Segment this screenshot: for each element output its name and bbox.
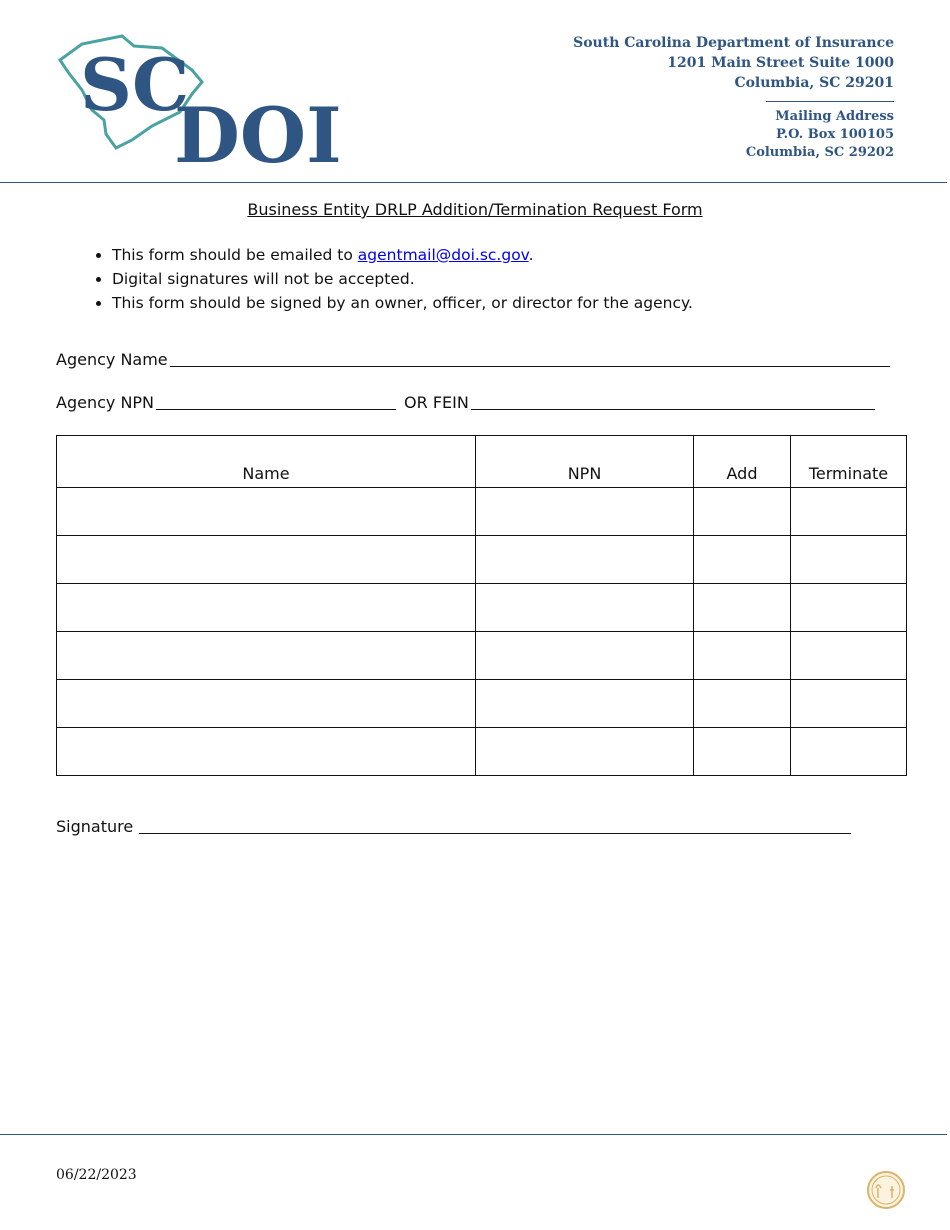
- org-name: South Carolina Department of Insurance: [573, 35, 894, 51]
- instruction-text: This form should be emailed to: [112, 246, 358, 264]
- agency-npn-line[interactable]: [156, 395, 396, 410]
- npn-cell[interactable]: [476, 632, 694, 680]
- signature-label: Signature: [56, 817, 134, 836]
- npn-cell[interactable]: [476, 584, 694, 632]
- name-cell[interactable]: [57, 728, 476, 776]
- producer-table: [56, 435, 907, 776]
- mailing-city: Columbia, SC 29202: [745, 145, 894, 160]
- svg-text:SC: SC: [80, 42, 190, 127]
- svg-text:DOI: DOI: [174, 91, 342, 170]
- footer-rule: [0, 1134, 947, 1135]
- table-row: [57, 536, 907, 584]
- npn-cell[interactable]: [476, 488, 694, 536]
- address-block: [573, 33, 894, 162]
- table-row: [57, 488, 907, 536]
- fein-label: OR FEIN: [404, 393, 469, 412]
- signature-field[interactable]: [56, 817, 855, 836]
- fein-line[interactable]: [471, 395, 875, 410]
- table-row: [57, 584, 907, 632]
- terminate-cell[interactable]: [791, 728, 907, 776]
- npn-cell[interactable]: [476, 728, 694, 776]
- add-cell[interactable]: [694, 632, 791, 680]
- terminate-cell[interactable]: [791, 488, 907, 536]
- table-row: [57, 680, 907, 728]
- agency-name-line[interactable]: [170, 352, 890, 367]
- name-cell[interactable]: [57, 680, 476, 728]
- npn-cell[interactable]: [476, 536, 694, 584]
- col-name: Name: [57, 436, 476, 488]
- agency-npn-label: Agency NPN: [56, 393, 155, 412]
- instructions-list: [82, 243, 693, 315]
- agency-name-field[interactable]: [56, 350, 894, 369]
- instruction-text: .: [528, 246, 534, 264]
- state-seal-icon: [866, 1170, 906, 1210]
- name-cell[interactable]: [57, 632, 476, 680]
- agency-name-label: Agency Name: [56, 350, 168, 369]
- scdoi-logo: [52, 30, 352, 170]
- terminate-cell[interactable]: [791, 584, 907, 632]
- add-cell[interactable]: [694, 536, 791, 584]
- terminate-cell[interactable]: [791, 680, 907, 728]
- form-title: [0, 200, 950, 219]
- instruction-signer: • This form should be signed by an owner, officer, or director for the agency.: [112, 291, 693, 315]
- col-npn: NPN: [476, 436, 694, 488]
- col-add: Add: [694, 436, 791, 488]
- header-rule: [0, 182, 947, 183]
- name-cell[interactable]: [57, 584, 476, 632]
- col-terminate: Terminate: [791, 436, 907, 488]
- add-cell[interactable]: [694, 728, 791, 776]
- instruction-email: [112, 243, 693, 267]
- table-row: [57, 632, 907, 680]
- instruction-signatures: • Digital signatures will not be accepted.: [112, 267, 693, 291]
- form-date: 06/22/2023: [56, 1167, 137, 1183]
- po-box: P.O. Box 100105: [776, 127, 894, 142]
- divider: [766, 101, 894, 102]
- name-cell[interactable]: [57, 488, 476, 536]
- add-cell[interactable]: [694, 584, 791, 632]
- agency-npn-row: [56, 393, 879, 412]
- street-address: 1201 Main Street Suite 1000: [667, 55, 894, 71]
- name-cell[interactable]: [57, 536, 476, 584]
- signature-line[interactable]: [139, 819, 851, 834]
- terminate-cell[interactable]: [791, 632, 907, 680]
- add-cell[interactable]: [694, 680, 791, 728]
- add-cell[interactable]: [694, 488, 791, 536]
- npn-cell[interactable]: [476, 680, 694, 728]
- terminate-cell[interactable]: [791, 536, 907, 584]
- email-link[interactable]: agentmail@doi.sc.gov: [357, 246, 529, 264]
- form-title-text: Business Entity DRLP Addition/Termination Request Form: [247, 200, 703, 219]
- mailing-label: Mailing Address: [775, 109, 894, 124]
- table-header-row: [57, 436, 907, 488]
- city-address: Columbia, SC 29201: [734, 75, 894, 91]
- table-row: [57, 728, 907, 776]
